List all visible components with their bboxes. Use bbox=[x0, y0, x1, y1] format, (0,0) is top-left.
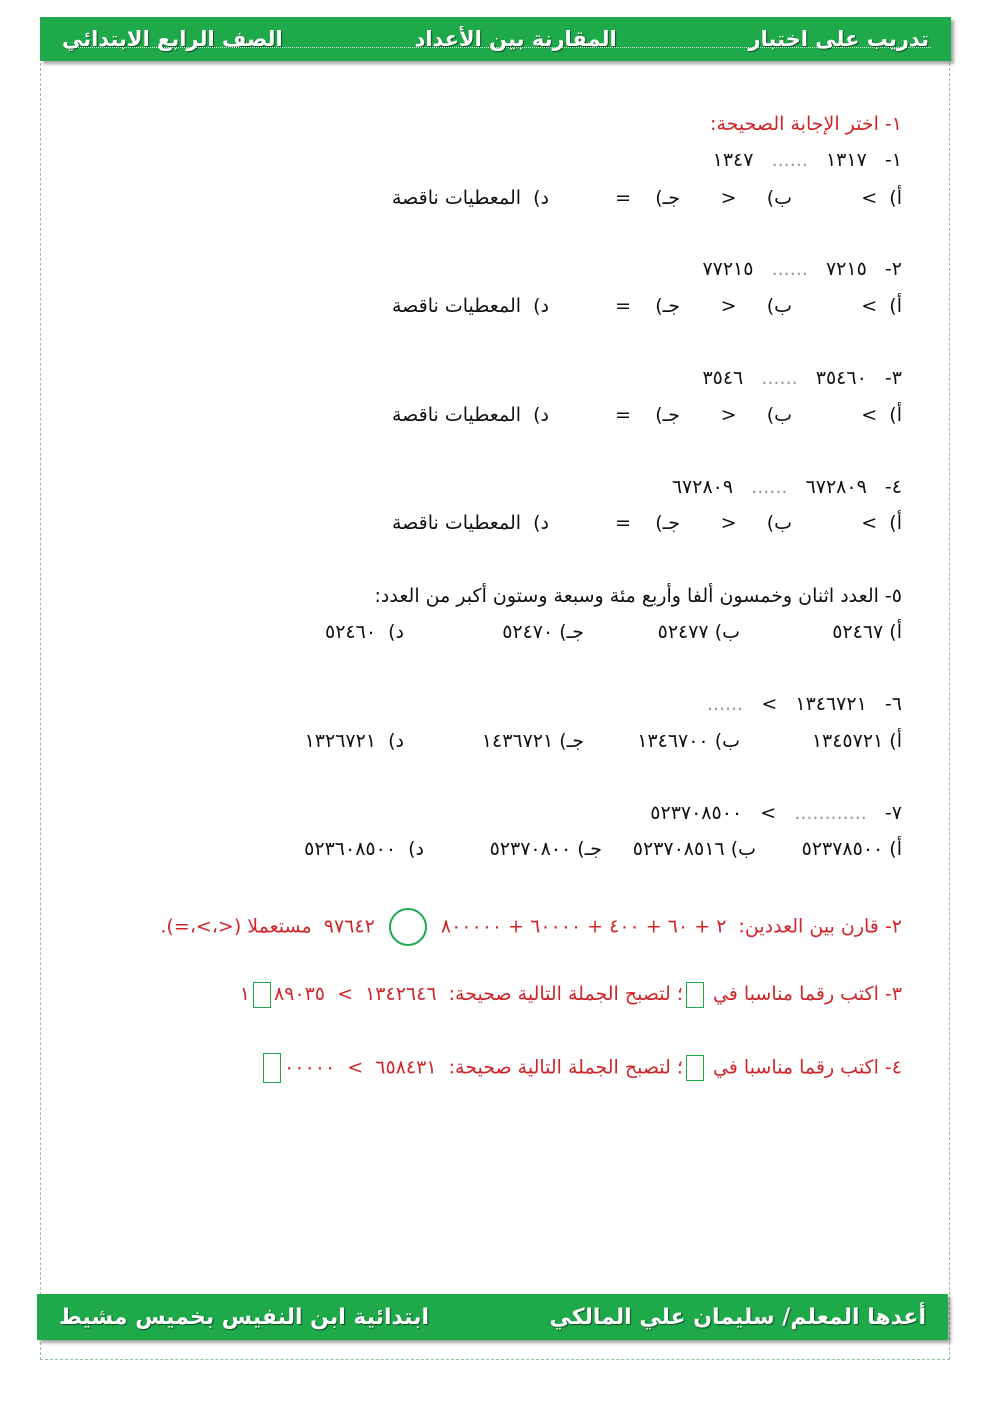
section2-number: ٩٧٦٤٢ bbox=[323, 915, 375, 938]
section2-prefix: ٢- قارن بين العددين: bbox=[738, 915, 902, 938]
q4-option-d[interactable]: د) المعطيات ناقصة bbox=[391, 512, 549, 534]
q7-option-d[interactable]: د) ٥٢٣٦٠٨٥٠٠ bbox=[304, 838, 424, 860]
q1-num: ١- bbox=[884, 149, 902, 171]
q6-option-d[interactable]: د) ١٣٢٦٧٢١ bbox=[304, 730, 404, 752]
footer-author: أعدها المعلم/ سليمان علي المالكي bbox=[549, 1304, 926, 1330]
section4-right-digits: ٠٠٠٠٠ bbox=[284, 1056, 336, 1079]
q2-left: ٧٢١٥ bbox=[825, 258, 867, 280]
q1-option-d[interactable]: د) المعطيات ناقصة bbox=[391, 187, 549, 209]
header-grade: الصف الرابع الابتدائي bbox=[62, 27, 283, 51]
section3-middle: ؛ لتصبح الجملة التالية صحيحة: bbox=[448, 983, 683, 1005]
q1-option-b[interactable]: ب) < bbox=[720, 187, 792, 209]
section1-heading: ١- اختر الإجابة الصحيحة: bbox=[710, 113, 902, 135]
q4-option-c[interactable]: جـ) = bbox=[615, 512, 680, 534]
q5-option-c[interactable]: جـ) ٥٢٤٧٠ bbox=[502, 621, 584, 643]
q2-option-c[interactable]: جـ) = bbox=[615, 295, 680, 317]
q6-num: ٦- bbox=[884, 693, 902, 715]
q7-dots: ............ bbox=[794, 802, 867, 824]
section4-left-number: ٦٥٨٤٣١ bbox=[375, 1056, 437, 1079]
q6-dots: ...... bbox=[706, 693, 744, 715]
q3-option-c[interactable]: جـ) = bbox=[615, 404, 680, 426]
q3-num: ٣- bbox=[884, 367, 902, 389]
q5-option-a[interactable]: أ) ٥٢٤٦٧ bbox=[832, 621, 902, 643]
q3-option-d[interactable]: د) المعطيات ناقصة bbox=[391, 404, 549, 426]
q2-statement bbox=[702, 256, 902, 282]
header-band bbox=[40, 17, 951, 61]
header-title: تدريب على اختبار bbox=[748, 27, 929, 51]
section4-instruction-box bbox=[686, 1055, 704, 1081]
section2-line bbox=[160, 908, 902, 946]
q4-right: ٦٧٢٨٠٩ bbox=[671, 476, 734, 498]
footer-school: ابتدائية ابن النفيس بخميس مشيط bbox=[59, 1304, 430, 1330]
q5-statement: ٥- العدد اثنان وخمسون ألفا وأربع مئة وسبعة وستون أكبر من العدد: bbox=[374, 585, 902, 607]
q2-option-a[interactable]: أ) > bbox=[861, 295, 902, 317]
q1-left: ١٣١٧ bbox=[825, 149, 867, 171]
section3-sign: > bbox=[337, 983, 353, 1005]
q7-num: ٧- bbox=[884, 802, 902, 824]
q6-sign: > bbox=[761, 693, 778, 715]
q7-right: ٥٢٣٧٠٨٥٠٠ bbox=[650, 802, 743, 824]
q7-option-a[interactable]: أ) ٥٢٣٧٨٥٠٠ bbox=[801, 838, 902, 860]
section3-instruction-box bbox=[686, 982, 704, 1008]
q3-option-b[interactable]: ب) < bbox=[720, 404, 792, 426]
q4-statement bbox=[672, 474, 902, 500]
section3-answer-box[interactable] bbox=[253, 982, 271, 1008]
section3-prefix: ٣- اكتب رقما مناسبا في bbox=[712, 983, 902, 1005]
page-border bbox=[40, 18, 950, 1360]
section4-sign: > bbox=[347, 1056, 364, 1079]
q1-option-c[interactable]: جـ) = bbox=[615, 187, 680, 209]
q3-statement bbox=[702, 365, 902, 391]
q5-option-d[interactable]: د) ٥٢٤٦٠ bbox=[325, 621, 404, 643]
q7-statement bbox=[650, 800, 902, 826]
header-topic: المقارنة بين الأعداد bbox=[414, 27, 617, 51]
section4-answer-box[interactable] bbox=[263, 1053, 281, 1083]
q1-right: ١٣٤٧ bbox=[712, 149, 754, 171]
q7-option-b[interactable]: ب) ٥٢٣٧٠٨٥١٦ bbox=[632, 838, 756, 860]
section3-line bbox=[240, 981, 902, 1008]
q7-sign: > bbox=[760, 802, 777, 824]
q6-left: ١٣٤٦٧٢١ bbox=[795, 693, 867, 715]
q2-dots: ...... bbox=[771, 258, 808, 280]
q2-num: ٢- bbox=[884, 258, 902, 280]
q2-option-b[interactable]: ب) < bbox=[720, 295, 792, 317]
q3-left: ٣٥٤٦٠ bbox=[815, 367, 867, 389]
section4-line bbox=[260, 1053, 902, 1083]
section3-left-number: ١٣٤٢٦٤٦ bbox=[365, 983, 437, 1005]
q2-option-d[interactable]: د) المعطيات ناقصة bbox=[391, 295, 549, 317]
q4-option-a[interactable]: أ) > bbox=[861, 512, 902, 534]
section3-lead-digit: ١ bbox=[239, 983, 250, 1005]
section4-prefix: ٤- اكتب رقما مناسبا في bbox=[712, 1056, 902, 1079]
section3-right-digits: ٨٩٠٣٥ bbox=[273, 983, 325, 1005]
q2-right: ٧٧٢١٥ bbox=[702, 258, 754, 280]
q6-statement bbox=[707, 691, 902, 717]
section4-middle: ؛ لتصبح الجملة التالية صحيحة: bbox=[448, 1056, 683, 1079]
q1-dots: ...... bbox=[771, 149, 808, 171]
q4-dots: ...... bbox=[751, 476, 788, 498]
q6-option-a[interactable]: أ) ١٣٤٥٧٢١ bbox=[811, 730, 902, 752]
q4-num: ٤- bbox=[884, 476, 902, 498]
section2-expression: ٢ + ٦٠ + ٤٠٠ + ٦٠٠٠٠ + ٨٠٠٠٠٠ bbox=[440, 915, 727, 938]
q4-option-b[interactable]: ب) < bbox=[720, 512, 792, 534]
q5-option-b[interactable]: ب) ٥٢٤٧٧ bbox=[657, 621, 740, 643]
q3-option-a[interactable]: أ) > bbox=[861, 404, 902, 426]
comparison-circle[interactable] bbox=[389, 908, 427, 946]
q1-statement bbox=[713, 147, 902, 173]
footer-band bbox=[37, 1294, 948, 1340]
q6-option-b[interactable]: ب) ١٣٤٦٧٠٠ bbox=[637, 730, 740, 752]
q1-option-a[interactable]: أ) > bbox=[861, 187, 902, 209]
q3-right: ٣٥٤٦ bbox=[702, 367, 744, 389]
q6-option-c[interactable]: جـ) ١٤٣٦٧٢١ bbox=[481, 730, 584, 752]
q3-dots: ...... bbox=[761, 367, 798, 389]
q4-left: ٦٧٢٨٠٩ bbox=[805, 476, 867, 498]
q7-option-c[interactable]: جـ) ٥٢٣٧٠٨٠٠ bbox=[489, 838, 602, 860]
section2-suffix: مستعملا (<،>،=). bbox=[160, 915, 312, 938]
